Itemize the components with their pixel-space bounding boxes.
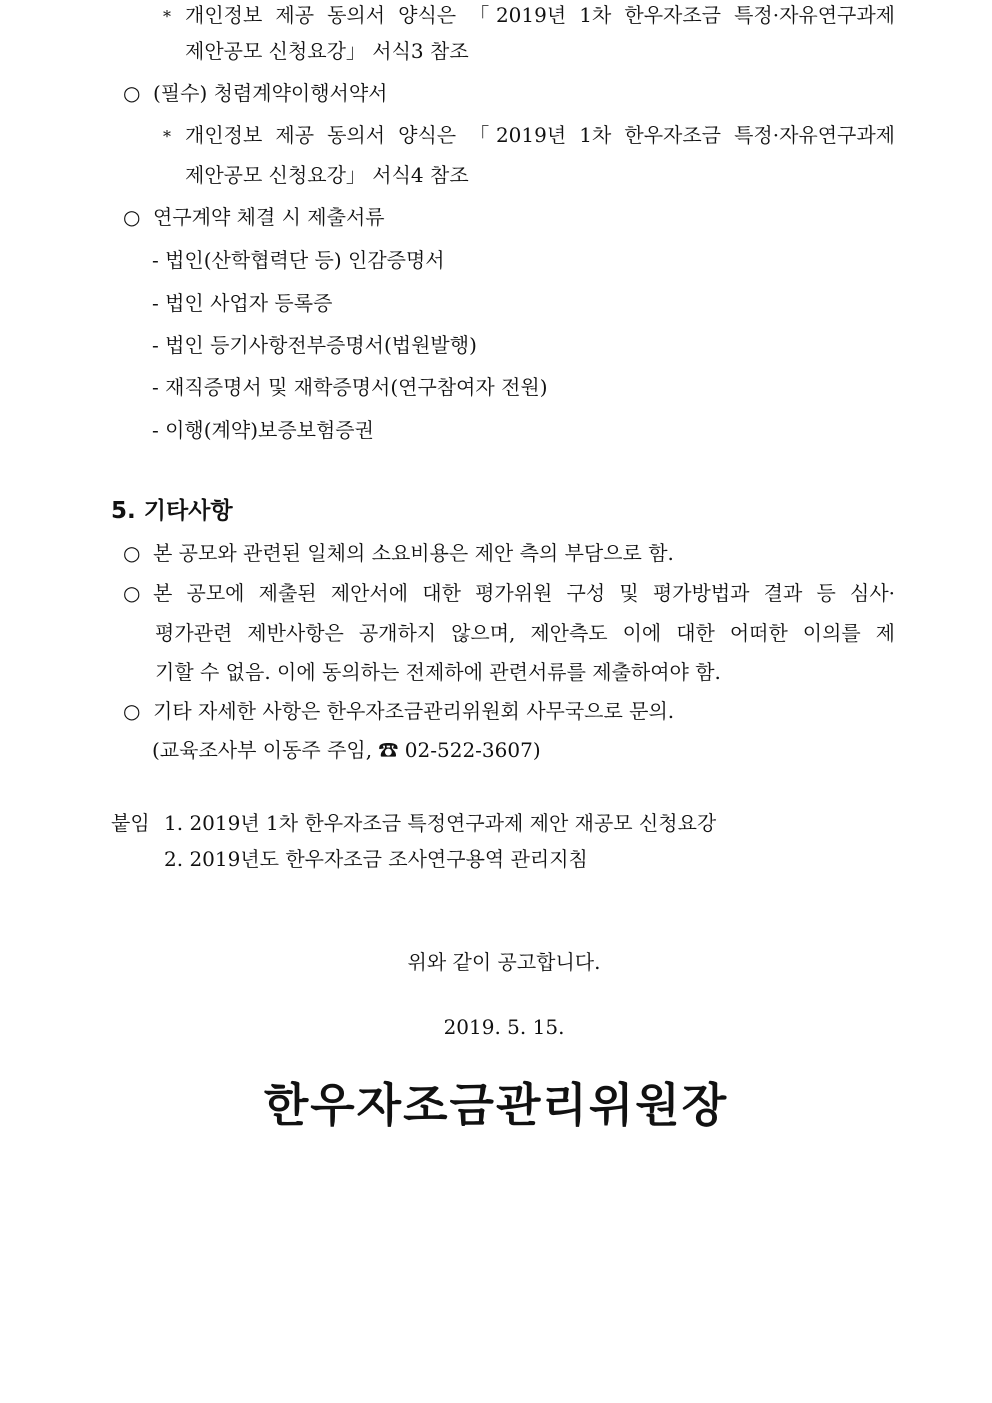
contact-line: (교육조사부 이동주 주임, ☎ 02-522-3607) xyxy=(152,738,541,762)
section5-item-3 xyxy=(123,698,674,724)
privacy-note-1-line2: 제안공모 신청요강」 서식3 참조 xyxy=(185,39,469,63)
bullet-circle: ○ xyxy=(123,541,141,565)
integrity-item xyxy=(123,80,387,106)
contract-docs-title-text: 연구계약 체결 시 제출서류 xyxy=(153,205,385,229)
privacy-note-2-line1: 개인정보 제공 동의서 양식은 「2019년 1차 한우자조금 특정·자유연구과제 xyxy=(185,123,895,147)
contract-doc-item: - 이행(계약)보증보험증권 xyxy=(152,418,374,442)
bullet-circle: ○ xyxy=(123,81,141,105)
section5-item-1-text: 본 공모와 관련된 일체의 소요비용은 제안 측의 부담으로 함. xyxy=(153,541,674,565)
section5-item-2 xyxy=(123,580,895,606)
signatory-title: 한우자조금관리위원장 xyxy=(263,1078,729,1132)
note-marker: * xyxy=(163,7,171,26)
attachments-label: 붙임 xyxy=(111,811,150,835)
announcement-date: 2019. 5. 15. xyxy=(443,1015,565,1039)
note-marker: * xyxy=(163,127,171,146)
privacy-note-2-line2: 제안공모 신청요강」 서식4 참조 xyxy=(185,163,469,187)
section5-item-2-line3: 기할 수 없음. 이에 동의하는 전제하에 관련서류를 제출하여야 함. xyxy=(155,660,721,684)
section-heading: 5. 기타사항 xyxy=(111,498,233,524)
contract-doc-item: - 법인 사업자 등록증 xyxy=(152,291,333,315)
bullet-circle: ○ xyxy=(123,581,141,605)
attachment-item: 2. 2019년도 한우자조금 조사연구용역 관리지침 xyxy=(164,847,588,871)
privacy-note-1-line1: 개인정보 제공 동의서 양식은 「2019년 1차 한우자조금 특정·자유연구과제 xyxy=(185,3,895,27)
section5-item-1 xyxy=(123,540,674,566)
integrity-item-text: (필수) 청렴계약이행서약서 xyxy=(153,81,388,105)
attachment-item: 1. 2019년 1차 한우자조금 특정연구과제 제안 재공모 신청요강 xyxy=(164,811,717,835)
contract-doc-item: - 재직증명서 및 재학증명서(연구참여자 전원) xyxy=(152,375,548,399)
section5-item-2-line2: 평가관련 제반사항은 공개하지 않으며, 제안측도 이에 대한 어떠한 이의를 제 xyxy=(155,621,895,645)
contract-doc-item: - 법인 등기사항전부증명서(법원발행) xyxy=(152,333,477,357)
bullet-circle: ○ xyxy=(123,205,141,229)
announcement-text: 위와 같이 공고합니다. xyxy=(407,950,601,974)
section5-item-2-line1: 본 공모에 제출된 제안서에 대한 평가위원 구성 및 평가방법과 결과 등 심사· xyxy=(153,581,895,605)
contract-docs-title xyxy=(123,204,385,230)
section5-item-3-line1: 기타 자세한 사항은 한우자조금관리위원회 사무국으로 문의. xyxy=(153,699,675,723)
bullet-circle: ○ xyxy=(123,699,141,723)
contract-doc-item: - 법인(산학협력단 등) 인감증명서 xyxy=(152,248,445,272)
